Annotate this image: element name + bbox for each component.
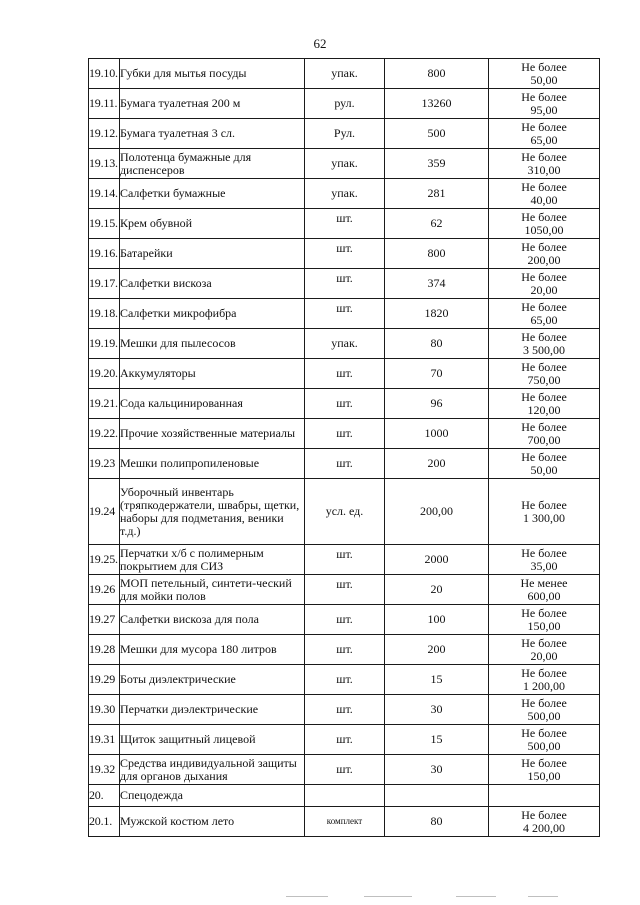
price-condition: Не более bbox=[521, 695, 567, 710]
unit-cell: шт. bbox=[305, 299, 385, 329]
price-value: 310,00 bbox=[527, 162, 561, 177]
unit-cell: упак. bbox=[305, 59, 385, 89]
price-value: 700,00 bbox=[527, 432, 561, 447]
table-row bbox=[89, 575, 600, 605]
unit-cell: шт. bbox=[305, 359, 385, 389]
unit-cell bbox=[305, 785, 385, 807]
item-number-cell: 19.25. bbox=[89, 545, 120, 575]
item-number-cell: 20. bbox=[89, 785, 120, 807]
price-condition: Не более bbox=[521, 179, 567, 194]
quantity-cell: 281 bbox=[385, 179, 489, 209]
table-row bbox=[89, 269, 600, 299]
unit-cell: шт. bbox=[305, 665, 385, 695]
unit-cell: рул. bbox=[305, 89, 385, 119]
item-name-cell: Крем обувной bbox=[120, 209, 305, 239]
price-cell bbox=[489, 179, 600, 209]
page-number: 62 bbox=[313, 36, 327, 51]
price-value: 120,00 bbox=[527, 402, 561, 417]
price-value: 50,00 bbox=[530, 462, 558, 477]
price-cell bbox=[489, 329, 600, 359]
item-name-cell: Прочие хозяйственные материалы bbox=[120, 419, 305, 449]
price-value: 20,00 bbox=[530, 648, 558, 663]
price-cell bbox=[489, 785, 600, 807]
unit-cell: шт. bbox=[305, 389, 385, 419]
price-condition: Не более bbox=[521, 605, 567, 620]
price-condition: Не более bbox=[521, 755, 567, 770]
quantity-cell: 359 bbox=[385, 149, 489, 179]
price-condition: Не более bbox=[521, 449, 567, 464]
item-name-cell: Мешки для пылесосов bbox=[120, 329, 305, 359]
table-row bbox=[89, 419, 600, 449]
item-name-cell: Аккумуляторы bbox=[120, 359, 305, 389]
table-row bbox=[89, 449, 600, 479]
table-row bbox=[89, 119, 600, 149]
price-cell bbox=[489, 575, 600, 605]
item-name-cell: Мешки полипропиленовые bbox=[120, 449, 305, 479]
price-cell bbox=[489, 755, 600, 785]
item-number-cell: 19.26 bbox=[89, 575, 120, 605]
unit-cell: упак. bbox=[305, 329, 385, 359]
item-number-cell: 19.12. bbox=[89, 119, 120, 149]
item-name-cell: Салфетки вискоза bbox=[120, 269, 305, 299]
item-number-cell: 19.10. bbox=[89, 59, 120, 89]
item-name-cell: МОП петельный, синтети-ческий для мойки полов bbox=[120, 575, 305, 605]
price-condition: Не более bbox=[521, 149, 567, 164]
unit-cell: шт. bbox=[305, 209, 385, 239]
item-number-cell: 19.28 bbox=[89, 635, 120, 665]
quantity-cell: 800 bbox=[385, 239, 489, 269]
price-cell bbox=[489, 479, 600, 545]
price-value: 500,00 bbox=[527, 738, 561, 753]
price-cell bbox=[489, 359, 600, 389]
item-name-cell: Перчатки диэлектрические bbox=[120, 695, 305, 725]
table-row bbox=[89, 389, 600, 419]
quantity-cell: 500 bbox=[385, 119, 489, 149]
price-condition: Не более bbox=[521, 497, 567, 512]
table-row bbox=[89, 149, 600, 179]
item-name-cell: Бумага туалетная 200 м bbox=[120, 89, 305, 119]
table-row bbox=[89, 755, 600, 785]
item-number-cell: 19.16. bbox=[89, 239, 120, 269]
price-cell bbox=[489, 419, 600, 449]
table-row bbox=[89, 209, 600, 239]
item-name-cell: Салфетки микрофибра bbox=[120, 299, 305, 329]
item-name-cell: Полотенца бумажные для диспенсеров bbox=[120, 149, 305, 179]
price-value: 20,00 bbox=[530, 282, 558, 297]
price-condition: Не более bbox=[521, 359, 567, 374]
unit-cell: шт. bbox=[305, 269, 385, 299]
item-name-cell: Спецодежда bbox=[120, 785, 305, 807]
price-value: 35,00 bbox=[530, 558, 558, 573]
item-name-cell: Средства индивидуальной защиты для органов дыхания bbox=[120, 755, 305, 785]
price-cell bbox=[489, 89, 600, 119]
price-value: 65,00 bbox=[530, 312, 558, 327]
price-condition: Не более bbox=[521, 209, 567, 224]
table-row bbox=[89, 807, 600, 837]
unit-cell: шт. bbox=[305, 419, 385, 449]
item-name-cell: Салфетки вискоза для пола bbox=[120, 605, 305, 635]
quantity-cell: 13260 bbox=[385, 89, 489, 119]
price-condition: Не более bbox=[521, 389, 567, 404]
quantity-cell: 200,00 bbox=[385, 479, 489, 545]
price-condition: Не более bbox=[521, 419, 567, 434]
table-row bbox=[89, 89, 600, 119]
quantity-cell: 96 bbox=[385, 389, 489, 419]
item-number-cell: 19.29 bbox=[89, 665, 120, 695]
price-value: 150,00 bbox=[527, 618, 561, 633]
price-value: 1050,00 bbox=[524, 222, 564, 237]
unit-cell: упак. bbox=[305, 149, 385, 179]
quantity-cell: 80 bbox=[385, 329, 489, 359]
price-value: 65,00 bbox=[530, 132, 558, 147]
table-row bbox=[89, 635, 600, 665]
unit-cell: шт. bbox=[305, 695, 385, 725]
price-cell bbox=[489, 239, 600, 269]
item-number-cell: 19.15. bbox=[89, 209, 120, 239]
quantity-cell: 200 bbox=[385, 635, 489, 665]
price-value: 1 300,00 bbox=[523, 510, 565, 525]
table-row bbox=[89, 59, 600, 89]
footer-scan-marks bbox=[0, 893, 640, 901]
price-value: 50,00 bbox=[530, 72, 558, 87]
table-row bbox=[89, 239, 600, 269]
price-condition: Не более bbox=[521, 545, 567, 560]
table-row bbox=[89, 359, 600, 389]
table-row bbox=[89, 329, 600, 359]
price-cell bbox=[489, 209, 600, 239]
price-cell bbox=[489, 59, 600, 89]
price-cell bbox=[489, 299, 600, 329]
table-row bbox=[89, 605, 600, 635]
quantity-cell: 200 bbox=[385, 449, 489, 479]
table-row bbox=[89, 785, 600, 807]
price-value: 3 500,00 bbox=[523, 342, 565, 357]
item-number-cell: 19.21. bbox=[89, 389, 120, 419]
price-condition: Не более bbox=[521, 807, 567, 822]
item-number-cell: 19.32 bbox=[89, 755, 120, 785]
quantity-cell: 800 bbox=[385, 59, 489, 89]
price-cell bbox=[489, 635, 600, 665]
item-number-cell: 19.30 bbox=[89, 695, 120, 725]
price-condition: Не более bbox=[521, 239, 567, 254]
quantity-cell: 15 bbox=[385, 725, 489, 755]
price-cell bbox=[489, 119, 600, 149]
item-name-cell: Мужской костюм лето bbox=[120, 807, 305, 837]
price-cell bbox=[489, 665, 600, 695]
item-name-cell: Перчатки х/б с полимерным покрытием для СИЗ bbox=[120, 545, 305, 575]
quantity-cell: 100 bbox=[385, 605, 489, 635]
item-number-cell: 19.13. bbox=[89, 149, 120, 179]
item-name-cell: Боты диэлектрические bbox=[120, 665, 305, 695]
quantity-cell: 1820 bbox=[385, 299, 489, 329]
item-number-cell: 19.17. bbox=[89, 269, 120, 299]
price-cell bbox=[489, 725, 600, 755]
price-value: 600,00 bbox=[527, 588, 561, 603]
item-number-cell: 19.31 bbox=[89, 725, 120, 755]
price-cell bbox=[489, 807, 600, 837]
price-condition: Не более bbox=[521, 635, 567, 650]
price-cell bbox=[489, 269, 600, 299]
unit-cell: шт. bbox=[305, 545, 385, 575]
item-number-cell: 19.19. bbox=[89, 329, 120, 359]
specification-table-body bbox=[89, 59, 600, 837]
unit-cell: шт. bbox=[305, 635, 385, 665]
table-row bbox=[89, 665, 600, 695]
price-cell bbox=[489, 605, 600, 635]
price-condition: Не более bbox=[521, 269, 567, 284]
price-condition: Не более bbox=[521, 329, 567, 344]
quantity-cell bbox=[385, 785, 489, 807]
quantity-cell: 20 bbox=[385, 575, 489, 605]
price-cell bbox=[489, 449, 600, 479]
price-condition: Не менее bbox=[520, 575, 568, 590]
price-condition: Не более bbox=[521, 299, 567, 314]
item-name-cell: Сода кальцинированная bbox=[120, 389, 305, 419]
price-cell bbox=[489, 695, 600, 725]
price-value: 95,00 bbox=[530, 102, 558, 117]
item-number-cell: 19.14. bbox=[89, 179, 120, 209]
specification-table bbox=[88, 58, 600, 837]
unit-cell: шт. bbox=[305, 449, 385, 479]
price-condition: Не более bbox=[521, 725, 567, 740]
item-number-cell: 19.18. bbox=[89, 299, 120, 329]
table-row bbox=[89, 179, 600, 209]
unit-cell: шт. bbox=[305, 725, 385, 755]
price-value: 4 200,00 bbox=[523, 820, 565, 835]
item-name-cell: Губки для мытья посуды bbox=[120, 59, 305, 89]
item-number-cell: 19.11. bbox=[89, 89, 120, 119]
quantity-cell: 2000 bbox=[385, 545, 489, 575]
quantity-cell: 1000 bbox=[385, 419, 489, 449]
table-row bbox=[89, 299, 600, 329]
item-number-cell: 19.23 bbox=[89, 449, 120, 479]
price-value: 1 200,00 bbox=[523, 678, 565, 693]
unit-cell: Рул. bbox=[305, 119, 385, 149]
price-value: 40,00 bbox=[530, 192, 558, 207]
item-name-cell: Уборочный инвентарь (тряпкодержатели, швабры, щетки, наборы для подметания, веники т.д.) bbox=[120, 479, 305, 545]
quantity-cell: 374 bbox=[385, 269, 489, 299]
price-value: 500,00 bbox=[527, 708, 561, 723]
price-cell bbox=[489, 149, 600, 179]
quantity-cell: 70 bbox=[385, 359, 489, 389]
price-value: 150,00 bbox=[527, 768, 561, 783]
price-condition: Не более bbox=[521, 59, 567, 74]
quantity-cell: 80 bbox=[385, 807, 489, 837]
price-condition: Не более bbox=[521, 89, 567, 104]
item-name-cell: Щиток защитный лицевой bbox=[120, 725, 305, 755]
unit-cell: комплект bbox=[305, 807, 385, 837]
unit-cell: упак. bbox=[305, 179, 385, 209]
item-number-cell: 19.27 bbox=[89, 605, 120, 635]
item-name-cell: Батарейки bbox=[120, 239, 305, 269]
quantity-cell: 62 bbox=[385, 209, 489, 239]
unit-cell: шт. bbox=[305, 605, 385, 635]
quantity-cell: 30 bbox=[385, 755, 489, 785]
price-value: 750,00 bbox=[527, 372, 561, 387]
price-value: 200,00 bbox=[527, 252, 561, 267]
item-number-cell: 19.24 bbox=[89, 479, 120, 545]
price-condition: Не более bbox=[521, 119, 567, 134]
unit-cell: шт. bbox=[305, 239, 385, 269]
table-row bbox=[89, 695, 600, 725]
table-row bbox=[89, 479, 600, 545]
price-cell bbox=[489, 545, 600, 575]
item-name-cell: Бумага туалетная 3 сл. bbox=[120, 119, 305, 149]
item-name-cell: Мешки для мусора 180 литров bbox=[120, 635, 305, 665]
quantity-cell: 15 bbox=[385, 665, 489, 695]
unit-cell: шт. bbox=[305, 755, 385, 785]
unit-cell: шт. bbox=[305, 575, 385, 605]
price-cell bbox=[489, 389, 600, 419]
table-row bbox=[89, 545, 600, 575]
unit-cell: усл. ед. bbox=[305, 479, 385, 545]
item-number-cell: 19.22. bbox=[89, 419, 120, 449]
price-condition: Не более bbox=[521, 665, 567, 680]
item-number-cell: 19.20. bbox=[89, 359, 120, 389]
item-name-cell: Салфетки бумажные bbox=[120, 179, 305, 209]
table-row bbox=[89, 725, 600, 755]
item-number-cell: 20.1. bbox=[89, 807, 120, 837]
quantity-cell: 30 bbox=[385, 695, 489, 725]
